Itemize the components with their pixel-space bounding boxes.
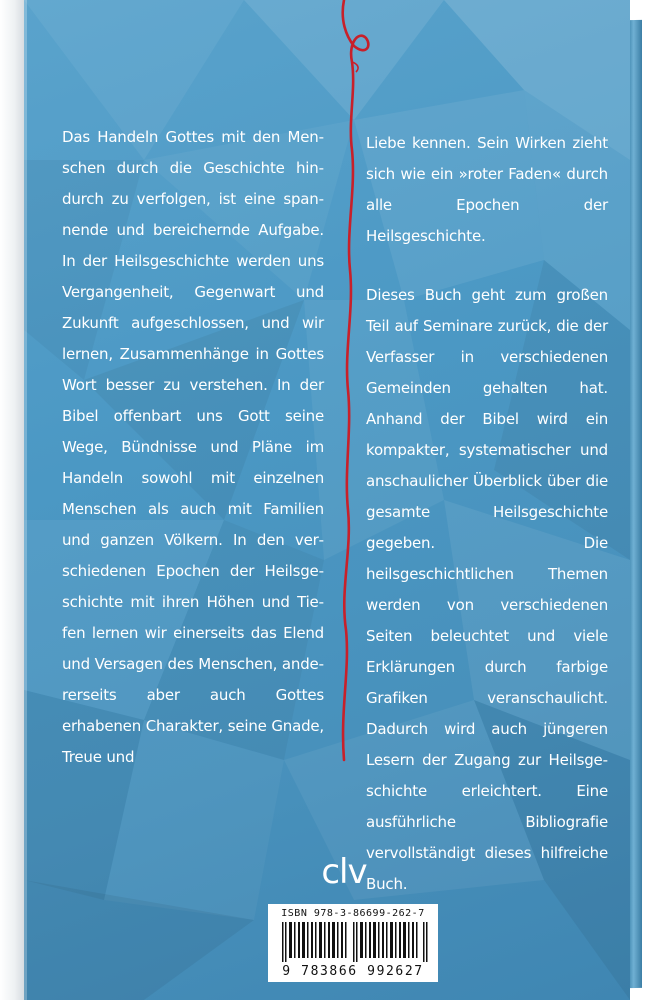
blurb-paragraph: Das Handeln Gottes mit den Menschen durch die Geschichte hindurch zu verfolgen, ist eine spannende und bereichernde Aufgabe. In der Heilsgeschichte werden uns Vergangenheit, Gegenwart und Zukunft aufgeschlossen, und wir lernen, Zusammenhänge in Gottes Wort besser zu verstehen. In der Bibel offenbart uns Gott seine Wege, Bündnisse und Pläne im Handeln sowohl mit einzelnen Menschen als auch mit Familien und ganzen Völkern. In den verschiedenen Epochen der Heilsgeschichte mit ihren Höhen und Tiefen lernen wir einerseits das Elend und Versagen des Menschen, andererseits aber auch Gottes erhabenen Charakter, seine Gnade, Treue und xyxy=(62,128,324,766)
page-edge xyxy=(0,0,24,1000)
isbn-label: ISBN 978-3-86699-262-7 xyxy=(281,908,425,919)
blurb-left-column xyxy=(62,122,324,773)
blurb-right-column xyxy=(366,128,608,900)
book-spine xyxy=(628,20,642,988)
blurb-paragraph: Liebe kennen. Sein Wirken zieht sich wie ein »roter Faden« durch alle Epochen der Heilsgeschichte. xyxy=(366,134,608,245)
barcode-bars xyxy=(280,922,430,962)
cover-edge xyxy=(24,0,27,1000)
blurb-paragraph: Dieses Buch geht zum großen Teil auf Seminare zurück, die der Verfasser in verschiedenen Gemeinden gehalten hat. Anhand der Bibel wird ein kompakter, systematischer und anschaulicher Überblick über die gesamte Heilsgeschichte gegeben. Die heilsgeschichtlichen Themen werden von verschiedenen Seiten beleuchtet und viele Erklärungen durch farbige Grafiken veranschaulicht. Dadurch wird auch jüngeren Lesern der Zugang zur Heilsgeschichte erleichtert. Eine ausführliche Bibliografie vervollständigt dieses hilfreiche Buch. xyxy=(366,286,608,893)
ean-digits: 9 783866 992627 xyxy=(282,964,424,979)
isbn-barcode xyxy=(268,904,438,982)
publisher-logo: clv xyxy=(321,852,367,892)
